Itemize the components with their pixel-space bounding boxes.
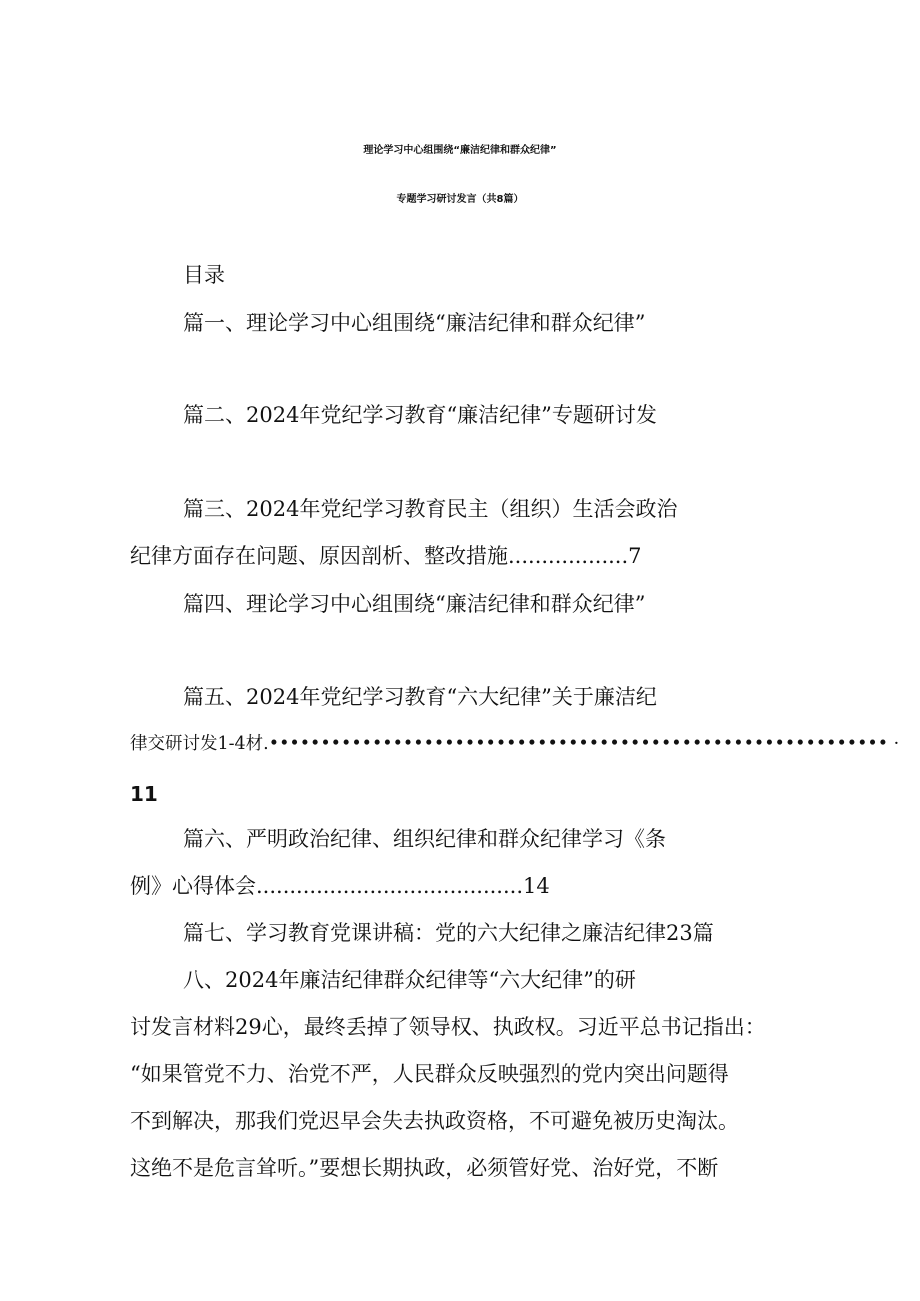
body-line-2: 不到解决，那我们党迟早会失去执政资格，不可避免被历史淘汰。 [130,1109,739,1133]
toc-item-4[interactable]: 篇四、理论学习中心组围绕“廉洁纪律和群众纪律” [183,592,646,616]
body-line-1: “如果管党不力、治党不严，人民群众反映强烈的党内突出问题得 [130,1062,729,1086]
toc-item-5-page[interactable]: 11 [130,782,158,806]
toc-item-3-cont[interactable]: 纪律方面存在问题、原因剖析、整改措施..................7 [130,544,642,568]
toc-item-7[interactable]: 篇七、学习教育党课讲稿：党的六大纪律之廉洁纪律23篇 [183,921,714,945]
toc-item-1[interactable]: 篇一、理论学习中心组围绕“廉洁纪律和群众纪律” [183,311,646,335]
title-line-1: 理论学习中心组围绕“廉洁纪律和群众纪律” [363,145,557,156]
toc-item-2[interactable]: 篇二、2024年党纪学习教育“廉洁纪律”专题研讨发 [183,403,657,427]
toc-item-6[interactable]: 篇六、严明政治纪律、组织纪律和群众纪律学习《条 [183,827,666,851]
toc-item-5[interactable]: 篇五、2024年党纪学习教育“六大纪律”关于廉洁纪 [183,685,657,709]
toc-item-8[interactable]: 八、2024年廉洁纪律群众纪律等“六大纪律”的研 [183,968,636,992]
toc-item-6-cont[interactable]: 例》心得体会........................................14 [130,874,550,898]
toc-item-8-cont[interactable]: 讨发言材料29心，最终丢掉了领导权、执政权。习近平总书记指出： [130,1015,766,1039]
title-line-2: 专题学习研讨发言（共8篇） [396,194,524,205]
toc-item-3[interactable]: 篇三、2024年党纪学习教育民主（组织）生活会政治 [183,497,678,521]
toc-heading: 目录 [183,263,225,287]
body-line-3: 这绝不是危言耸听。”要想长期执政，必须管好党、治好党，不断 [130,1156,719,1180]
toc-item-5-cont[interactable]: 律交研讨发1-4材.•••••••••••••••••••••••••••••••••••••••••••••••••••••••••••• · [130,734,900,754]
